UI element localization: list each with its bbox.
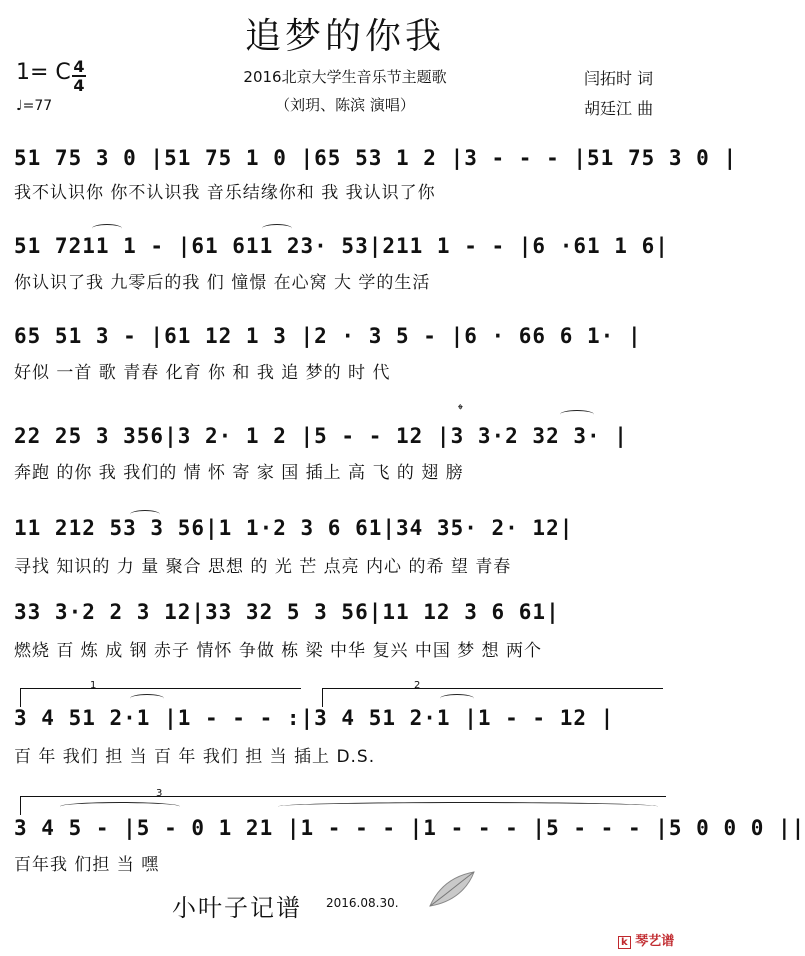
- segno-icon: 𝄌: [458, 402, 463, 418]
- song-title: 追梦的你我: [244, 16, 445, 57]
- meter-top: 4: [73, 57, 85, 76]
- performers: （刘玥、陈滨 演唱）: [275, 96, 415, 114]
- transcription-date: 2016.08.30.: [326, 896, 399, 910]
- brand-logo: [618, 930, 674, 949]
- subtitle: 2016北京大学生音乐节主题歌: [243, 68, 447, 86]
- score-line-7-lyrics: 百 年 我们 担 当 百 年 我们 担 当 插上 D.S.: [14, 747, 376, 767]
- score-line-1-notes: 51 75 3 0 |51 75 1 0 |65 53 1 2 |3 - - - |51 75 3 0 |: [14, 146, 738, 170]
- key-signature: 1= C: [16, 60, 71, 85]
- tie-mark: [278, 802, 658, 811]
- slur-mark: [440, 694, 474, 703]
- score-line-8-notes: 3 4 5 - |5 - 0 1 21 |1 - - - |1 - - - |5 - - - |5 0 0 0 ||: [14, 816, 805, 840]
- lyricist: 闫拓时 词: [584, 69, 654, 88]
- score-line-7-notes: 3 4 51 2·1 |1 - - - :|3 4 51 2·1 |1 - - 12 |: [14, 706, 615, 730]
- score-line-8-lyrics: 百年我 们担 当 嘿: [14, 855, 160, 875]
- score-line-6-notes: 33 3·2 2 3 12|33 32 5 3 56|11 12 3 6 61|: [14, 600, 560, 624]
- brand-icon: k: [618, 936, 631, 949]
- tie-mark: [60, 802, 180, 811]
- score-line-3-lyrics: 好似 一首 歌 青春 化育 你 和 我 追 梦的 时 代: [14, 363, 391, 383]
- meter-bottom: 4: [73, 76, 85, 95]
- second-ending-bracket: [322, 688, 663, 707]
- score-line-5-notes: 11 212 53 3 56|1 1·2 3 6 61|34 35· 2· 12|: [14, 516, 574, 540]
- score-line-6-lyrics: 燃烧 百 炼 成 钢 赤子 情怀 争做 栋 梁 中华 复兴 中国 梦 想 两个: [14, 641, 543, 661]
- slur-mark: [92, 224, 122, 233]
- score-line-2-lyrics: 你认识了我 九零后的我 们 憧憬 在心窝 大 学的生活: [14, 273, 431, 293]
- brand-name: 琴艺谱: [635, 934, 675, 949]
- slur-mark: [262, 224, 292, 233]
- third-ending-number: 3: [156, 788, 163, 799]
- composer: 胡廷江 曲: [584, 99, 654, 118]
- second-ending-number: 2: [414, 680, 421, 691]
- quarter-note-icon: ♩: [16, 98, 23, 114]
- score-line-4-lyrics: 奔跑 的你 我 我们的 情 怀 寄 家 国 插上 高 飞 的 翅 膀: [14, 463, 464, 483]
- leaf-icon: [428, 868, 478, 908]
- tempo-value: =77: [22, 98, 53, 114]
- score-line-3-notes: 65 51 3 - |61 12 1 3 |2 · 3 5 - |6 · 66 6 1· |: [14, 324, 642, 348]
- slur-mark: [560, 410, 594, 419]
- transcriber-signature: 小叶子记谱: [172, 894, 302, 922]
- score-line-2-notes: 51 7211 1 - |61 611 23· 53|211 1 - - |6 ·61 1 6|: [14, 234, 669, 258]
- slur-mark: [130, 694, 164, 703]
- first-ending-number: 1: [90, 680, 97, 691]
- score-line-1-lyrics: 我不认识你 你不认识我 音乐结缘你和 我 我认识了你: [14, 183, 436, 203]
- score-line-4-notes: 22 25 3 356|3 2· 1 2 |5 - - 12 |3 3·2 32 3· |: [14, 424, 628, 448]
- slur-mark: [130, 510, 160, 519]
- score-line-5-lyrics: 寻找 知识的 力 量 聚合 思想 的 光 芒 点亮 内心 的希 望 青春: [14, 557, 512, 577]
